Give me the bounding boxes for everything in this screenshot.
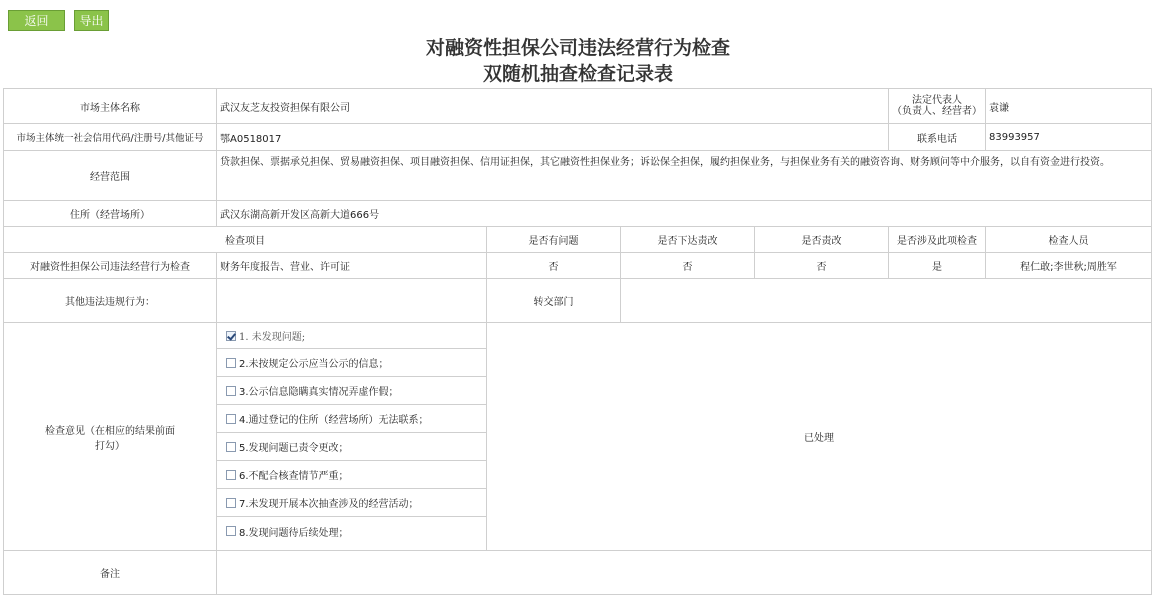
phone-label: 联系电话 — [889, 124, 986, 151]
other-violations-row — [4, 279, 1152, 323]
other-violations-value — [217, 279, 487, 323]
header-involved: 是否涉及此项检查 — [889, 227, 986, 253]
phone-value: 83993957 — [986, 124, 1152, 151]
opinion-option-label: 6.不配合核查情节严重； — [239, 471, 349, 482]
opinion-option-label: 3.公示信息隐瞒真实情况弄虚作假； — [239, 387, 399, 398]
transfer-dept-label: 转交部门 — [487, 279, 621, 323]
checkbox-icon[interactable] — [226, 414, 236, 424]
legal-rep-label-line1: 法定代表人 — [912, 95, 962, 106]
opinion-option-label: 1. 未发现问题; — [239, 332, 306, 343]
address-label: 住所（经营场所） — [4, 201, 217, 227]
rectified-value: 否 — [755, 253, 889, 279]
opinion-option-label: 8.发现问题待后续处理； — [239, 527, 349, 539]
opinion-option-5[interactable] — [217, 433, 486, 461]
credit-code-row — [4, 124, 1152, 151]
checkbox-icon[interactable] — [226, 358, 236, 368]
checkbox-icon[interactable] — [226, 442, 236, 452]
opinion-option-3[interactable] — [217, 377, 486, 405]
opinion-option-4[interactable] — [217, 405, 486, 433]
header-check-item: 检查项目 — [4, 227, 487, 253]
checkbox-checked-icon[interactable] — [226, 331, 236, 341]
opinion-result: 已处理 — [487, 323, 1152, 551]
checkbox-icon[interactable] — [226, 498, 236, 508]
subject-name-row — [4, 89, 1152, 124]
credit-code-label: 市场主体统一社会信用代码/注册号/其他证号 — [4, 124, 217, 151]
other-violations-label: 其他违法违规行为： — [4, 279, 217, 323]
header-order-issued: 是否下达责改 — [621, 227, 755, 253]
opinion-option-label: 4.通过登记的住所（经营场所）无法联系； — [239, 415, 429, 426]
legal-rep-value: 袁谦 — [986, 89, 1152, 124]
opinion-option-6[interactable] — [217, 461, 486, 489]
address-value: 武汉东湖高新开发区高新大道666号 — [217, 201, 1152, 227]
remark-row — [4, 551, 1152, 595]
inspection-header-row — [4, 227, 1152, 253]
checkbox-icon[interactable] — [226, 386, 236, 396]
header-inspectors: 检查人员 — [986, 227, 1152, 253]
opinion-row — [4, 323, 1152, 551]
header-has-problem: 是否有问题 — [487, 227, 621, 253]
export-button[interactable]: 导出 — [74, 10, 109, 31]
back-button[interactable]: 返回 — [8, 10, 65, 31]
opinion-option-1[interactable] — [217, 323, 486, 349]
business-scope-row — [4, 151, 1152, 201]
inspection-detail: 财务年度报告、营业、许可证 — [217, 253, 487, 279]
involved-value: 是 — [889, 253, 986, 279]
remark-value — [217, 551, 1152, 595]
has-problem-value: 否 — [487, 253, 621, 279]
record-table — [3, 88, 1152, 595]
legal-rep-label — [889, 89, 986, 124]
business-scope-value: 贷款担保、票据承兑担保、贸易融资担保、项目融资担保、信用证担保，其它融资性担保业务；诉讼保全担保，履约担保业务，与担保业务有关的融资咨询、财务顾问等中介服务，以自有资金进行投资。 — [217, 151, 1152, 201]
credit-code-value: 鄂A0518017 — [217, 124, 889, 151]
opinion-options — [217, 323, 487, 551]
transfer-dept-value — [621, 279, 1152, 323]
subject-name-label: 市场主体名称 — [4, 89, 217, 124]
checkbox-icon[interactable] — [226, 470, 236, 480]
header-rectified: 是否责改 — [755, 227, 889, 253]
address-row — [4, 201, 1152, 227]
order-issued-value: 否 — [621, 253, 755, 279]
checkbox-icon[interactable] — [226, 526, 236, 536]
remark-label: 备注 — [4, 551, 217, 595]
inspection-row — [4, 253, 1152, 279]
subject-name-value: 武汉友芝友投资担保有限公司 — [217, 89, 889, 124]
opinion-option-label: 2.未按规定公示应当公示的信息； — [239, 359, 389, 370]
opinion-label: 检查意见（在相应的结果前面打勾） — [4, 323, 217, 551]
inspection-item: 对融资性担保公司违法经营行为检查 — [4, 253, 217, 279]
inspectors-value: 程仁敢;李世秋;周胜军 — [986, 253, 1152, 279]
business-scope-label: 经营范围 — [4, 151, 217, 201]
opinion-option-label: 5.发现问题已责令更改； — [239, 443, 349, 454]
opinion-option-7[interactable] — [217, 489, 486, 517]
page-title: 对融资性担保公司违法经营行为检查 — [425, 37, 730, 59]
opinion-option-label: 7.未发现开展本次抽查涉及的经营活动； — [239, 499, 419, 510]
opinion-option-8[interactable] — [217, 517, 486, 545]
page-subtitle: 双随机抽查检查记录表 — [482, 63, 673, 85]
opinion-option-2[interactable] — [217, 349, 486, 377]
legal-rep-label-line2: （负责人、经营者） — [892, 106, 982, 117]
